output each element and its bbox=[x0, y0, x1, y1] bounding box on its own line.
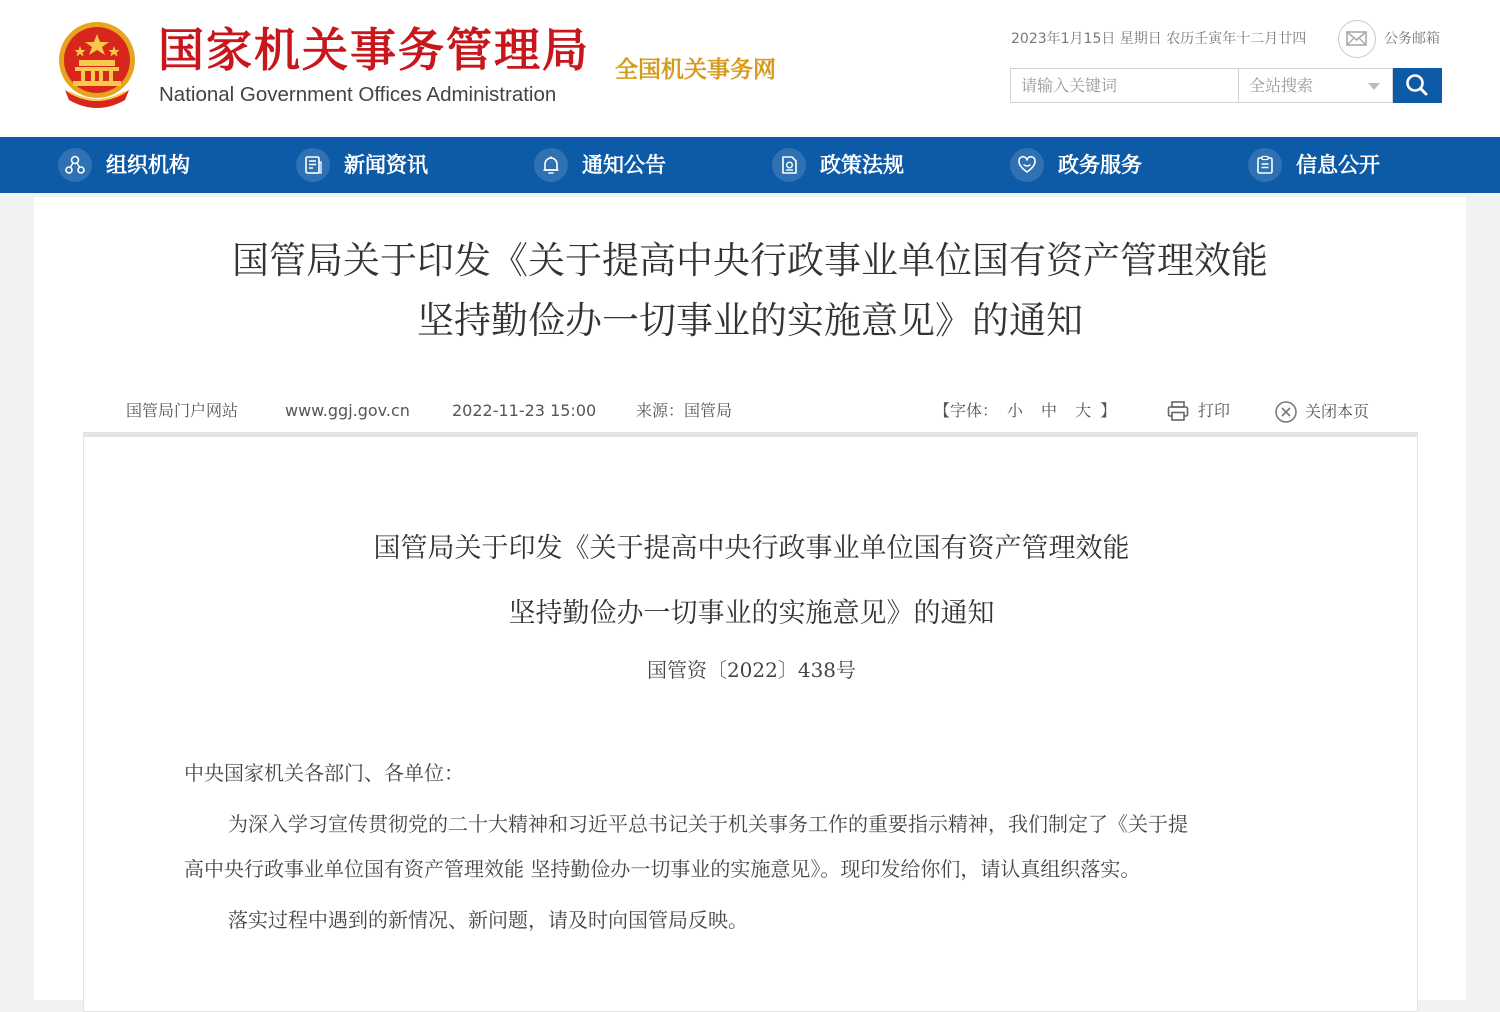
article-title-line1: 国管局关于印发《关于提高中央行政事业单位国有资产管理效能 bbox=[232, 239, 1268, 282]
nav-label: 信息公开 bbox=[1296, 153, 1380, 177]
close-page-label: 关闭本页 bbox=[1305, 402, 1370, 421]
nav-label: 政务服务 bbox=[1058, 153, 1142, 177]
nav-label: 通知公告 bbox=[582, 153, 666, 177]
article-title-line2: 坚持勤俭办一切事业的实施意见》的通知 bbox=[417, 299, 1083, 342]
chevron-down-icon bbox=[1368, 83, 1380, 90]
document-frame bbox=[83, 432, 1418, 1012]
search-button[interactable] bbox=[1393, 68, 1442, 103]
meta-url[interactable]: www.ggj.gov.cn bbox=[285, 401, 410, 420]
national-emblem-icon[interactable] bbox=[55, 20, 139, 108]
news-icon bbox=[296, 148, 330, 182]
font-size-large-button[interactable]: 大 bbox=[1075, 401, 1092, 420]
mail-link[interactable]: 公务邮箱 bbox=[1384, 31, 1440, 47]
main-nav bbox=[0, 137, 1500, 193]
search-icon bbox=[1393, 68, 1442, 103]
nav-item-policy[interactable] bbox=[772, 137, 904, 193]
org-icon bbox=[58, 148, 92, 182]
site-name-en: National Government Offices Administration bbox=[159, 83, 557, 106]
site-name-cn[interactable]: 国家机关事务管理局 bbox=[158, 23, 590, 77]
info-icon bbox=[1248, 148, 1282, 182]
font-size-control bbox=[934, 400, 1116, 422]
nav-item-notices[interactable] bbox=[534, 137, 666, 193]
nav-label: 新闻资讯 bbox=[344, 153, 428, 177]
nav-item-org[interactable] bbox=[58, 137, 190, 193]
document-title-line2: 坚持勤俭办一切事业的实施意见》的通知 bbox=[508, 598, 995, 629]
font-size-small-button[interactable]: 小 bbox=[1007, 401, 1024, 420]
close-circle-icon bbox=[1274, 400, 1298, 424]
document-number: 国管资〔2022〕438号 bbox=[646, 658, 857, 682]
search-scope-select[interactable] bbox=[1238, 68, 1393, 103]
bracket-open: 【 bbox=[934, 401, 951, 420]
search-scope-label: 全站搜索 bbox=[1249, 76, 1314, 95]
bell-icon bbox=[534, 148, 568, 182]
meta-datetime: 2022-11-23 15:00 bbox=[452, 401, 597, 420]
document-salutation: 中央国家机关各部门、各单位： bbox=[184, 761, 464, 785]
meta-source-site: 国管局门户网站 bbox=[126, 401, 239, 420]
current-date: 2023年1月15日 星期日 农历壬寅年十二月廿四 bbox=[1011, 31, 1307, 47]
font-size-label: 字体： bbox=[950, 401, 999, 420]
sub-brand-link[interactable]: 全国机关事务网 bbox=[615, 57, 776, 83]
document-paragraph-line: 高中央行政事业单位国有资产管理效能 坚持勤俭办一切事业的实施意见》。现印发给你们，请认真组织落实。 bbox=[184, 857, 1141, 881]
policy-icon bbox=[772, 148, 806, 182]
search-input[interactable] bbox=[1010, 68, 1238, 103]
printer-icon bbox=[1166, 400, 1190, 422]
nav-item-services[interactable] bbox=[1010, 137, 1142, 193]
close-page-button[interactable] bbox=[1274, 400, 1369, 424]
meta-source: 来源：国管局 bbox=[636, 401, 733, 420]
document-paragraph-line: 落实过程中遇到的新情况、新问题，请及时向国管局反映。 bbox=[228, 908, 748, 932]
print-label: 打印 bbox=[1198, 401, 1231, 420]
bracket-close: 】 bbox=[1100, 401, 1117, 420]
nav-label: 政策法规 bbox=[820, 153, 904, 177]
document-paragraph-line: 为深入学习宣传贯彻党的二十大精神和习近平总书记关于机关事务工作的重要指示精神，我们制定了《关于提 bbox=[228, 812, 1188, 836]
mail-icon[interactable] bbox=[1338, 20, 1376, 58]
print-button[interactable] bbox=[1166, 400, 1230, 422]
document-title-line1: 国管局关于印发《关于提高中央行政事业单位国有资产管理效能 bbox=[373, 533, 1130, 564]
nav-item-news[interactable] bbox=[296, 137, 428, 193]
site-header bbox=[0, 0, 1500, 137]
font-size-medium-button[interactable]: 中 bbox=[1041, 401, 1058, 420]
heart-service-icon bbox=[1010, 148, 1044, 182]
nav-label: 组织机构 bbox=[106, 153, 190, 177]
nav-item-info[interactable] bbox=[1248, 137, 1380, 193]
